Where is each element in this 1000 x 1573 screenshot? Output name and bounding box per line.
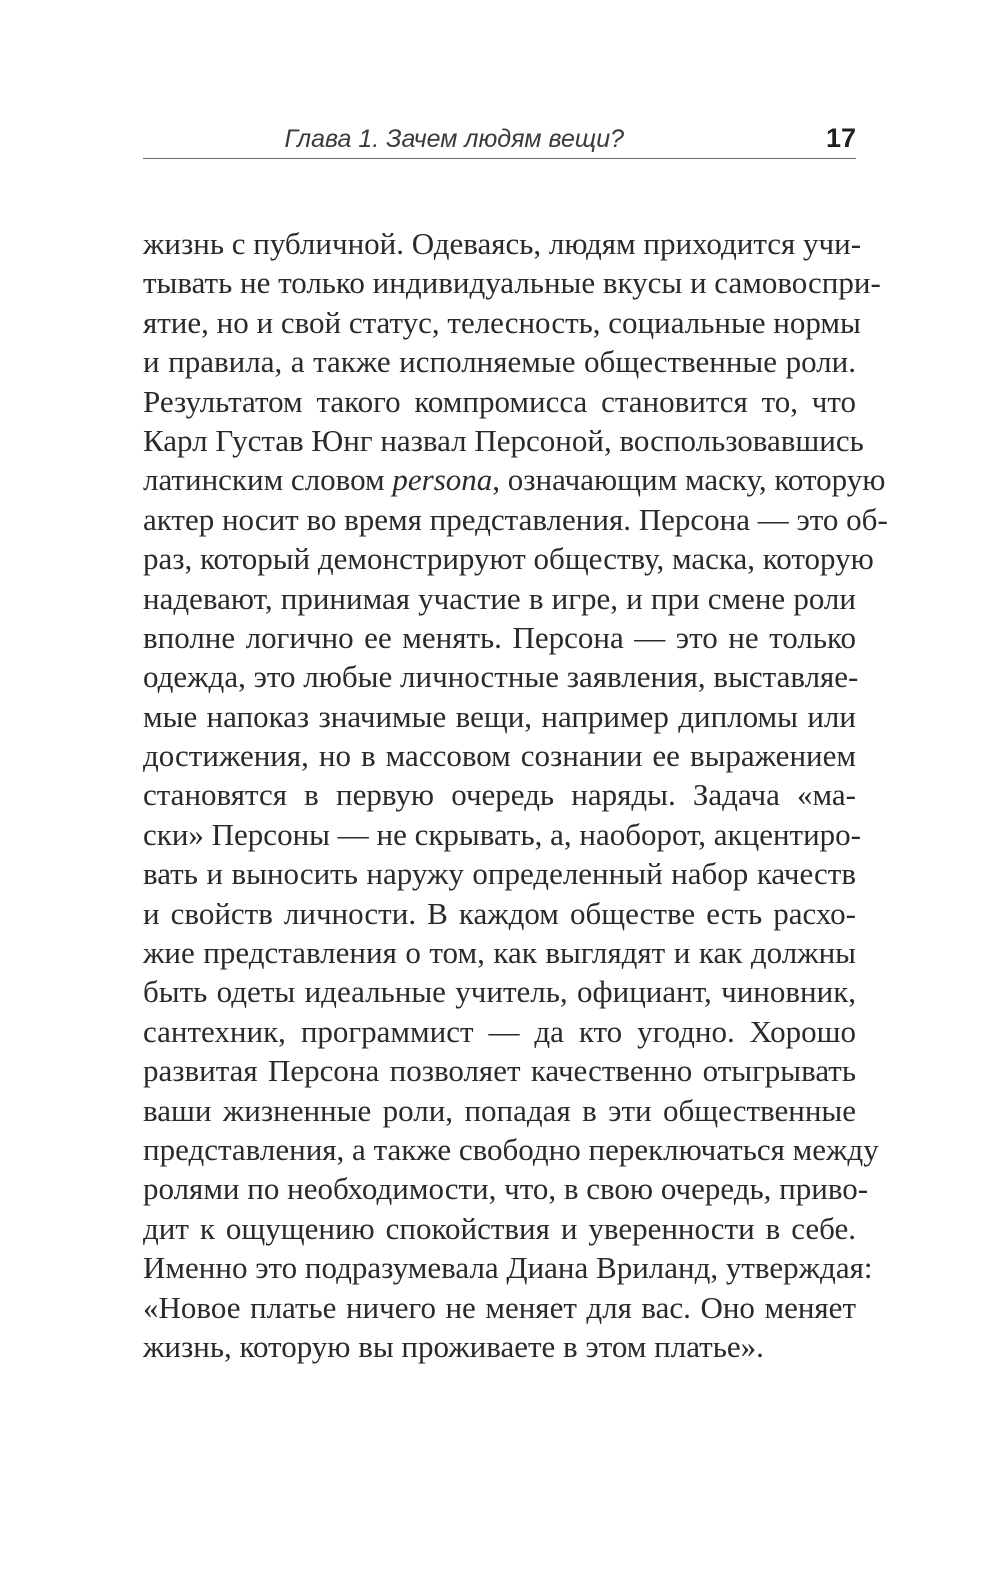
text-line: ски» Персоны — не скрывать, а, наоборот, акцентиро- (143, 816, 862, 852)
text-line: «Новое платье ничего не меняет для вас. Оно меняет (143, 1289, 856, 1325)
body-text (143, 224, 888, 1366)
text-line: и свойств личности. В каждом обществе есть расхо- (143, 895, 856, 931)
text-line: быть одеты идеальные учитель, официант, чиновник, (143, 974, 856, 1010)
text-line: и правила, а также исполняемые общественные роли. (143, 344, 856, 380)
text-line: надевают, принимая участие в игре, и при смене роли (143, 580, 856, 616)
text-line: раз, который демонстрируют обществу, маска, которую (143, 541, 874, 577)
text-line: Результатом такого компромисса становится то, что (143, 383, 856, 419)
text-line: Именно это подразумевала Диана Вриланд, утверждая: (143, 1250, 873, 1286)
text-line: вполне логично ее менять. Персона — это не только (143, 619, 856, 655)
text-line: жие представления о том, как выглядят и как должны (143, 935, 856, 971)
text-line: ваши жизненные роли, попадая в эти общественные (143, 1092, 856, 1128)
text-line: развитая Персона позволяет качественно отыгрывать (143, 1053, 856, 1089)
text-line: достижения, но в массовом сознании ее выражением (143, 738, 856, 774)
text-line: жизнь, которую вы проживаете в этом платье». (143, 1328, 764, 1364)
text-line: вать и выносить наружу определенный набор качеств (143, 856, 856, 892)
text-segment: латинским словом (143, 462, 393, 498)
text-line: актер носит во время представления. Персона — это об- (143, 501, 888, 537)
text-line: ятие, но и свой статус, телесность, социальные нормы (143, 304, 861, 340)
page-number: 17 (825, 123, 856, 153)
text-line (143, 460, 886, 499)
text-line: жизнь с публичной. Одеваясь, людям приходится учи- (143, 226, 862, 261)
text-line: одежда, это любые личностные заявления, выставляе- (143, 659, 859, 695)
text-line: становятся в первую очередь наряды. Задача «ма- (143, 777, 856, 813)
text-line: Карл Густав Юнг назвал Персоной, воспользовавшись (143, 422, 864, 458)
text-line: дит к ощущению спокойствия и уверенности в себе. (143, 1210, 856, 1246)
text-line: представления, а также свободно переключаться между (143, 1131, 879, 1167)
text-line: тывать не только индивидуальные вкусы и самовоспри- (143, 265, 881, 301)
text-segment: , означающим маску, которую (492, 462, 886, 498)
chapter-title: Глава 1. Зачем людям вещи? (284, 125, 624, 153)
latin-term: persona (392, 462, 493, 498)
text-line: ролями по необходимости, что, в свою очередь, приво- (143, 1171, 869, 1207)
running-header (143, 118, 856, 159)
text-line: мые напоказ значимые вещи, например дипломы или (143, 698, 856, 734)
text-line: сантехник, программист — да кто угодно. Хорошо (143, 1013, 856, 1049)
